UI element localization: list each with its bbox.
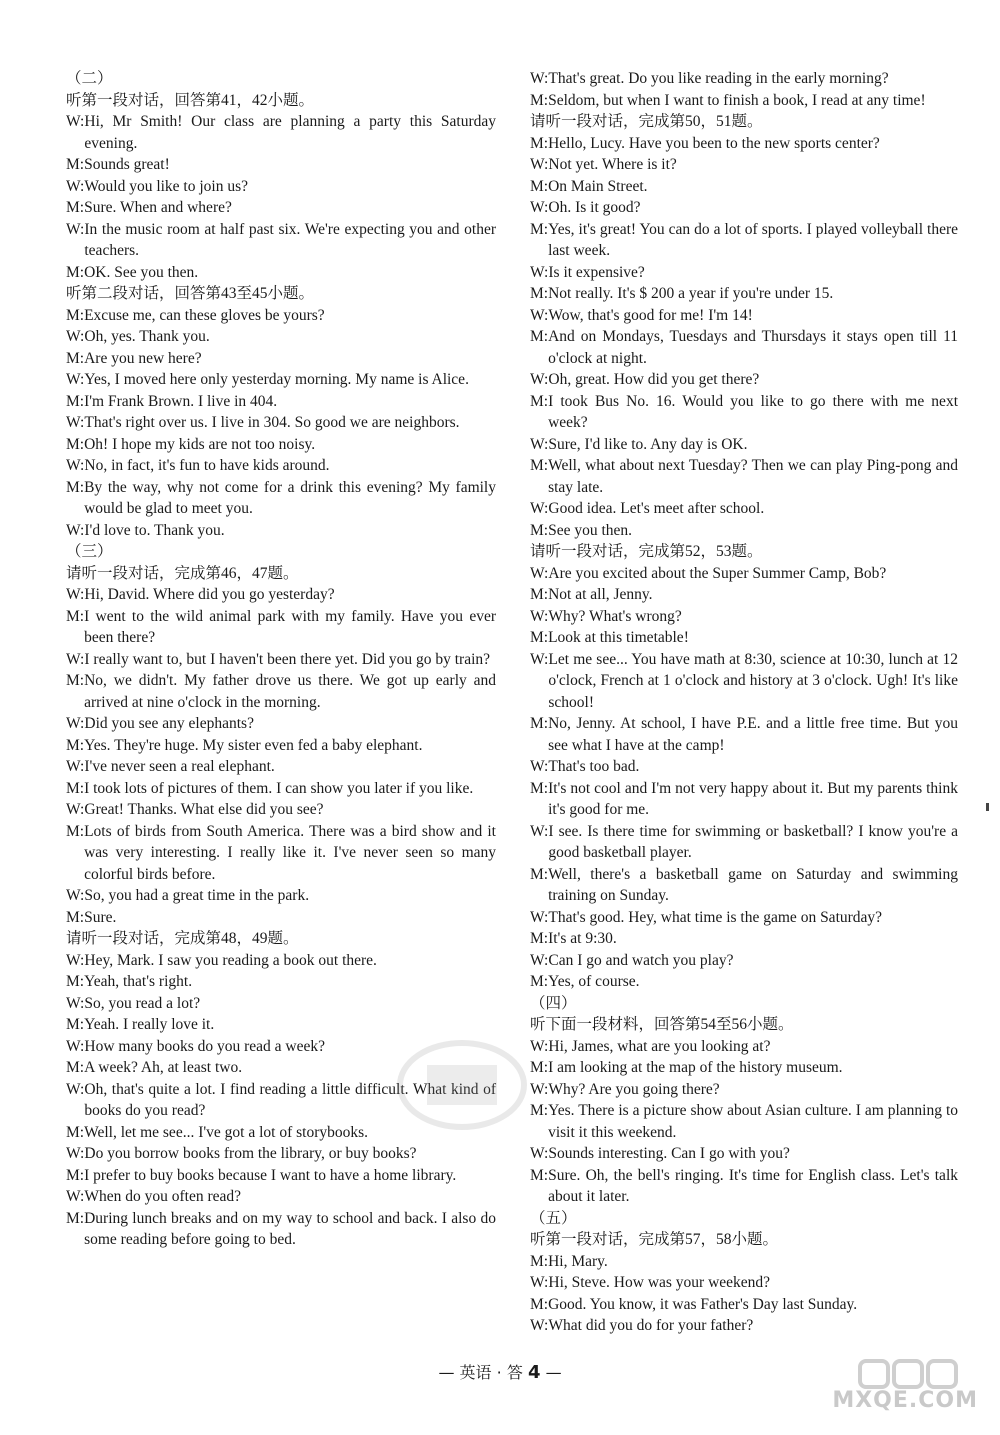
dialogue-text: In the music room at half past six. We're expecting you and other teachers. xyxy=(84,220,496,259)
page-number: 4 xyxy=(527,1362,541,1383)
margin-mark xyxy=(986,803,989,811)
dialogue-line xyxy=(66,219,496,262)
dialogue-line xyxy=(530,821,958,864)
dialogue-text: I really want to, but I haven't been there yet. Did you go by train? xyxy=(84,650,491,668)
dialogue-text: Great! Thanks. What else did you see? xyxy=(84,801,324,818)
dialogue-text: That's good. Hey, what time is the game on Saturday? xyxy=(548,908,883,926)
dialogue-line xyxy=(66,885,496,907)
speaker-label: W: xyxy=(530,263,549,281)
dialogue-line xyxy=(530,1272,958,1294)
speaker-label: W: xyxy=(66,113,85,130)
dialogue-line xyxy=(66,154,496,176)
speaker-label: W: xyxy=(530,758,549,775)
speaker-label: W: xyxy=(66,801,85,818)
speaker-label: M: xyxy=(530,134,549,152)
speaker-label: M: xyxy=(66,1209,85,1227)
section-number: （四） xyxy=(530,994,577,1012)
dialogue-line xyxy=(530,584,958,606)
speaker-label: M: xyxy=(66,822,85,840)
instruction-heading: 听下面一段材料，回答第54至56小题。 xyxy=(530,1016,794,1033)
dialogue-text: No, in fact, it's fun to have kids around. xyxy=(84,457,330,474)
dialogue-text: Sounds great! xyxy=(84,156,170,173)
instruction-heading: 听第二段对话，回答第43至45小题。 xyxy=(66,285,315,302)
speaker-label: M: xyxy=(530,629,549,646)
dialogue-text: Are you excited about the Super Summer Camp, Bob? xyxy=(548,564,887,582)
speaker-label: W: xyxy=(530,1080,549,1098)
dialogue-text: Not yet. Where is it? xyxy=(548,156,677,173)
dialogue-text: Excuse me, can these gloves be yours? xyxy=(84,306,325,324)
dialogue-line xyxy=(66,993,496,1015)
dialogue-text: Yes. There is a picture show about Asian culture. I am planning to visit it this weekend. xyxy=(548,1102,958,1141)
dialogue-line xyxy=(530,907,958,929)
dialogue-text: Sure, I'd like to. Any day is OK. xyxy=(548,435,748,453)
speaker-label: W: xyxy=(530,1317,549,1334)
dialogue-text: Sure. When and where? xyxy=(84,199,232,216)
speaker-label: W: xyxy=(66,414,85,431)
dialogue-line xyxy=(66,907,496,929)
speaker-label: W: xyxy=(66,586,85,603)
speaker-label: M: xyxy=(66,349,85,367)
dialogue-line xyxy=(530,262,958,284)
speaker-label: W: xyxy=(66,1145,85,1162)
speaker-label: M: xyxy=(66,607,85,625)
speaker-label: M: xyxy=(530,865,549,883)
instruction-heading: 请听一段对话，完成第50，51题。 xyxy=(530,113,763,130)
section-number: （二） xyxy=(66,70,113,87)
dialogue-line xyxy=(530,90,958,112)
speaker-label: W: xyxy=(530,951,549,969)
dialogue-text: I took Bus No. 16. Would you like to go there with me next week? xyxy=(548,392,958,431)
dialogue-line xyxy=(66,326,496,348)
speaker-label: W: xyxy=(66,951,85,969)
watermark-logo xyxy=(826,1359,978,1413)
dialogue-line xyxy=(66,412,496,434)
dialogue-line xyxy=(66,1208,496,1251)
dialogue-text: Why? What's wrong? xyxy=(548,607,682,625)
dialogue-line xyxy=(530,1100,958,1143)
speaker-label: W: xyxy=(66,994,85,1012)
dialogue-text: Is it expensive? xyxy=(548,263,645,281)
speaker-label: W: xyxy=(66,371,85,388)
dialogue-text: Not at all, Jenny. xyxy=(548,586,653,603)
dialogue-text: Why? Are you going there? xyxy=(548,1080,720,1098)
dialogue-line xyxy=(530,434,958,456)
dialogue-line xyxy=(530,1251,958,1273)
speaker-label: W: xyxy=(66,1037,85,1055)
dialogue-text: That's right over us. I live in 304. So good we are neighbors. xyxy=(84,414,460,431)
speaker-label: M: xyxy=(530,177,549,195)
dialogue-text: I'd love to. Thank you. xyxy=(84,521,225,539)
dialogue-line xyxy=(530,219,958,262)
dialogue-text: I've never seen a real elephant. xyxy=(84,758,275,775)
dialogue-line xyxy=(66,649,496,671)
dialogue-text: Yeah. I really love it. xyxy=(84,1016,215,1033)
dialogue-line xyxy=(530,1057,958,1079)
dialogue-line xyxy=(530,864,958,907)
dialogue-line xyxy=(530,713,958,756)
dialogue-line xyxy=(530,133,958,155)
dialogue-text: Do you borrow books from the library, or buy books? xyxy=(84,1145,417,1162)
speaker-label: W: xyxy=(66,650,85,668)
dialogue-line xyxy=(66,799,496,821)
speaker-label: W: xyxy=(66,758,85,775)
dialogue-line xyxy=(66,1186,496,1208)
speaker-label: W: xyxy=(66,887,85,904)
speaker-label: M: xyxy=(530,91,549,109)
dialogue-line xyxy=(530,176,958,198)
dialogue-line xyxy=(530,1143,958,1165)
dialogue-line xyxy=(66,735,496,757)
speaker-label: M: xyxy=(66,435,85,453)
dialogue-text: Hi, Mary. xyxy=(548,1252,608,1270)
speaker-label: M: xyxy=(530,285,549,302)
dialogue-text: So, you had a great time in the park. xyxy=(84,887,310,904)
dialogue-line xyxy=(530,369,958,391)
dialogue-line xyxy=(530,606,958,628)
dialogue-line xyxy=(530,326,958,369)
speaker-label: W: xyxy=(530,306,549,324)
speaker-label: W: xyxy=(530,908,549,926)
dialogue-line xyxy=(66,477,496,520)
dialogue-text: And on Mondays, Tuesdays and Thursdays it stays open till 11 o'clock at night. xyxy=(548,328,958,367)
dialogue-text: It's at 9:30. xyxy=(548,930,617,947)
section-number: （五） xyxy=(530,1209,577,1227)
dialogue-text: Oh, yes. Thank you. xyxy=(84,328,210,345)
dialogue-text: Are you new here? xyxy=(84,349,202,367)
dialogue-text: Hey, Mark. I saw you reading a book out there. xyxy=(84,951,377,969)
dialogue-line xyxy=(66,348,496,370)
instruction-heading: 听第一段对话，完成第57，58小题。 xyxy=(530,1231,779,1248)
dialogue-text: Yeah, that's right. xyxy=(84,973,193,990)
speaker-label: W: xyxy=(530,371,549,388)
dialogue-line xyxy=(530,563,958,585)
speaker-label: M: xyxy=(66,1166,85,1184)
dialogue-line xyxy=(530,649,958,714)
dialogue-text: Oh, that's quite a lot. I find reading a little difficult. What kind of books do you read? xyxy=(84,1080,496,1119)
speaker-label: M: xyxy=(66,1059,85,1076)
dialogue-text: I see. Is there time for swimming or basketball? I know you're a good basketball player. xyxy=(548,822,958,861)
instruction-heading: 请听一段对话，完成第48，49题。 xyxy=(66,930,299,947)
instruction-heading: 请听一段对话，完成第46，47题。 xyxy=(66,564,299,582)
dialogue-text: How many books do you read a week? xyxy=(84,1037,325,1055)
dialogue-line xyxy=(66,520,496,542)
speaker-label: W: xyxy=(66,220,85,238)
dialogue-line xyxy=(66,369,496,391)
speaker-label: M: xyxy=(530,930,549,947)
dialogue-line xyxy=(66,1143,496,1165)
instruction-heading: 听第一段对话，回答第41，42小题。 xyxy=(66,91,315,109)
speaker-label: M: xyxy=(530,392,549,410)
dialogue-text: What did you do for your father? xyxy=(548,1317,754,1334)
speaker-label: W: xyxy=(66,177,85,195)
speaker-label: M: xyxy=(530,1295,549,1313)
dialogue-line xyxy=(530,68,958,90)
speaker-label: W: xyxy=(530,1274,549,1291)
speaker-label: M: xyxy=(530,1102,549,1119)
footer-dash-right: — xyxy=(545,1363,562,1382)
speaker-label: M: xyxy=(530,779,549,797)
speaker-label: M: xyxy=(530,521,549,539)
dialogue-line xyxy=(66,434,496,456)
dialogue-line xyxy=(66,197,496,219)
dialogue-line xyxy=(530,778,958,821)
dialogue-text: I went to the wild animal park with my family. Have you ever been there? xyxy=(84,607,496,646)
speaker-label: W: xyxy=(66,328,85,345)
section-number: （三） xyxy=(66,543,113,560)
dialogue-text: I prefer to buy books because I want to have a home library. xyxy=(84,1166,457,1184)
dialogue-text: Sure. Oh, the bell's ringing. It's time for English class. Let's talk about it later. xyxy=(548,1166,958,1205)
speaker-label: M: xyxy=(66,199,85,216)
dialogue-line xyxy=(530,305,958,327)
speaker-label: W: xyxy=(530,607,549,625)
dialogue-line xyxy=(530,1294,958,1316)
dialogue-line xyxy=(530,1036,958,1058)
speaker-label: W: xyxy=(66,715,85,732)
dialogue-text: Look at this timetable! xyxy=(548,629,689,646)
dialogue-text: Oh, great. How did you get there? xyxy=(548,371,760,388)
right-column xyxy=(530,68,958,1337)
dialogue-line xyxy=(66,455,496,477)
dialogue-line xyxy=(530,627,958,649)
speaker-label: M: xyxy=(66,973,85,990)
dialogue-line xyxy=(66,778,496,800)
dialogue-text: Hi, Mr Smith! Our class are planning a party this Saturday evening. xyxy=(84,113,496,152)
speaker-label: M: xyxy=(66,779,85,797)
dialogue-line xyxy=(530,1165,958,1208)
dialogue-text: Not really. It's $ 200 a year if you're under 15. xyxy=(548,285,834,302)
speaker-label: W: xyxy=(530,564,549,582)
dialogue-line xyxy=(530,154,958,176)
dialogue-text: I am looking at the map of the history museum. xyxy=(548,1059,843,1076)
speaker-label: W: xyxy=(66,1080,85,1098)
dialogue-text: Yes, of course. xyxy=(548,973,640,990)
dialogue-line xyxy=(530,498,958,520)
dialogue-line xyxy=(66,713,496,735)
dialogue-line xyxy=(66,821,496,886)
dialogue-text: Hi, Steve. How was your weekend? xyxy=(548,1274,771,1291)
speaker-label: M: xyxy=(66,263,85,281)
dialogue-text: I'm Frank Brown. I live in 404. xyxy=(84,392,278,410)
dialogue-line xyxy=(66,606,496,649)
speaker-label: M: xyxy=(66,156,85,173)
dialogue-line xyxy=(530,950,958,972)
dialogue-line xyxy=(66,971,496,993)
dialogue-text: Well, let me see... I've got a lot of storybooks. xyxy=(84,1123,369,1141)
dialogue-text: So, you read a lot? xyxy=(84,994,201,1012)
dialogue-line xyxy=(66,584,496,606)
dialogue-line xyxy=(66,305,496,327)
dialogue-text: No, Jenny. At school, I have P.E. and a little free time. But you see what I have at the camp! xyxy=(548,715,958,754)
dialogue-line xyxy=(530,1079,958,1101)
dialogue-line xyxy=(66,950,496,972)
dialogue-line xyxy=(530,391,958,434)
dialogue-line xyxy=(530,197,958,219)
speaker-label: M: xyxy=(66,908,85,926)
watermark-icon xyxy=(858,1359,958,1389)
dialogue-text: Sure. xyxy=(84,908,117,926)
dialogue-line xyxy=(66,111,496,154)
footer-dot: · xyxy=(496,1363,502,1382)
dialogue-text: By the way, why not come for a drink this evening? My family would be glad to meet you. xyxy=(84,478,496,517)
speaker-label: W: xyxy=(530,156,549,173)
dialogue-text: Yes, I moved here only yesterday morning. My name is Alice. xyxy=(84,371,469,388)
dialogue-text: Hello, Lucy. Have you been to the new sports center? xyxy=(548,134,880,152)
dialogue-line xyxy=(66,1165,496,1187)
dialogue-text: Wow, that's good for me! I'm 14! xyxy=(548,306,753,324)
speaker-label: M: xyxy=(530,328,549,345)
dialogue-text: Sounds interesting. Can I go with you? xyxy=(548,1145,790,1162)
speaker-label: W: xyxy=(66,457,85,474)
footer-answer: 答 xyxy=(506,1363,523,1382)
dialogue-text: Let me see... You have math at 8:30, science at 10:30, lunch at 12 o'clock, French at 1 o'clock and history at 3 o'clock. Ugh! It's like school! xyxy=(548,650,958,711)
speaker-label: W: xyxy=(530,650,549,668)
dialogue-line xyxy=(530,756,958,778)
dialogue-line xyxy=(66,391,496,413)
dialogue-text: I took lots of pictures of them. I can show you later if you like. xyxy=(84,779,474,797)
dialogue-text: Well, what about next Tuesday? Then we can play Ping-pong and stay late. xyxy=(548,457,958,496)
faint-stamp-image xyxy=(392,1030,532,1140)
dialogue-line xyxy=(66,176,496,198)
dialogue-line xyxy=(530,1315,958,1337)
footer-dash-left: — xyxy=(438,1363,455,1382)
speaker-label: M: xyxy=(66,672,85,689)
dialogue-line xyxy=(530,283,958,305)
footer-subject: 英语 xyxy=(459,1363,492,1382)
dialogue-line xyxy=(66,262,496,284)
speaker-label: M: xyxy=(530,973,549,990)
dialogue-text: Oh! I hope my kids are not too noisy. xyxy=(84,435,316,453)
dialogue-line xyxy=(530,520,958,542)
dialogue-text: Did you see any elephants? xyxy=(84,715,254,732)
dialogue-line xyxy=(530,928,958,950)
dialogue-text: OK. See you then. xyxy=(84,263,199,281)
dialogue-text: Hi, James, what are you looking at? xyxy=(548,1037,771,1055)
speaker-label: M: xyxy=(66,306,85,324)
speaker-label: W: xyxy=(530,1037,549,1055)
dialogue-text: When do you often read? xyxy=(84,1188,242,1205)
dialogue-text: No, we didn't. My father drove us there. We got up early and arrived at nine o'clock in the morning. xyxy=(84,672,496,711)
dialogue-text: Can I go and watch you play? xyxy=(548,951,734,969)
speaker-label: M: xyxy=(530,1252,549,1270)
dialogue-text: Well, there's a basketball game on Saturday and swimming training on Sunday. xyxy=(548,865,958,904)
dialogue-line xyxy=(66,670,496,713)
instruction-heading: 请听一段对话，完成第52，53题。 xyxy=(530,543,763,560)
speaker-label: M: xyxy=(530,457,549,474)
speaker-label: W: xyxy=(66,521,85,539)
speaker-label: W: xyxy=(530,1145,549,1162)
speaker-label: W: xyxy=(530,435,549,453)
speaker-label: M: xyxy=(66,1123,85,1141)
speaker-label: M: xyxy=(530,715,549,732)
dialogue-text: It's not cool and I'm not very happy about it. But my parents think it's good for me. xyxy=(548,779,958,818)
speaker-label: M: xyxy=(66,392,85,410)
speaker-label: W: xyxy=(530,822,549,840)
dialogue-text: Yes. They're huge. My sister even fed a baby elephant. xyxy=(84,736,423,754)
dialogue-text: Oh. Is it good? xyxy=(548,199,641,216)
dialogue-text: That's too bad. xyxy=(548,758,640,775)
dialogue-text: Lots of birds from South America. There was a bird show and it was very interesting. I really like it. I've never seen so many colorful birds before. xyxy=(84,822,496,883)
speaker-label: M: xyxy=(530,1059,549,1076)
dialogue-line xyxy=(530,971,958,993)
dialogue-text: See you then. xyxy=(548,521,633,539)
speaker-label: W: xyxy=(530,199,549,216)
dialogue-line xyxy=(66,756,496,778)
speaker-label: W: xyxy=(530,500,549,517)
dialogue-text: On Main Street. xyxy=(548,177,648,195)
dialogue-text: Good. You know, it was Father's Day last Sunday. xyxy=(548,1295,858,1313)
dialogue-text: Good idea. Let's meet after school. xyxy=(548,500,765,517)
speaker-label: M: xyxy=(530,1166,549,1184)
dialogue-text: Yes, it's great! You can do a lot of sports. I played volleyball there last week. xyxy=(548,220,958,259)
speaker-label: M: xyxy=(66,1016,85,1033)
speaker-label: M: xyxy=(530,586,549,603)
speaker-label: M: xyxy=(66,736,85,754)
dialogue-text: Hi, David. Where did you go yesterday? xyxy=(84,586,335,603)
speaker-label: M: xyxy=(530,220,549,238)
dialogue-text: Seldom, but when I want to finish a book, I read at any time! xyxy=(548,91,926,109)
speaker-label: W: xyxy=(66,1188,85,1205)
speaker-label: W: xyxy=(530,70,549,87)
dialogue-text: A week? Ah, at least two. xyxy=(84,1059,243,1076)
watermark-text: MXQE.COM xyxy=(832,1388,978,1413)
dialogue-text: During lunch breaks and on my way to school and back. I also do some reading before going to bed. xyxy=(84,1209,496,1248)
dialogue-line xyxy=(530,455,958,498)
dialogue-text: That's great. Do you like reading in the early morning? xyxy=(548,70,889,87)
dialogue-text: Would you like to join us? xyxy=(84,177,249,195)
speaker-label: M: xyxy=(66,478,85,496)
